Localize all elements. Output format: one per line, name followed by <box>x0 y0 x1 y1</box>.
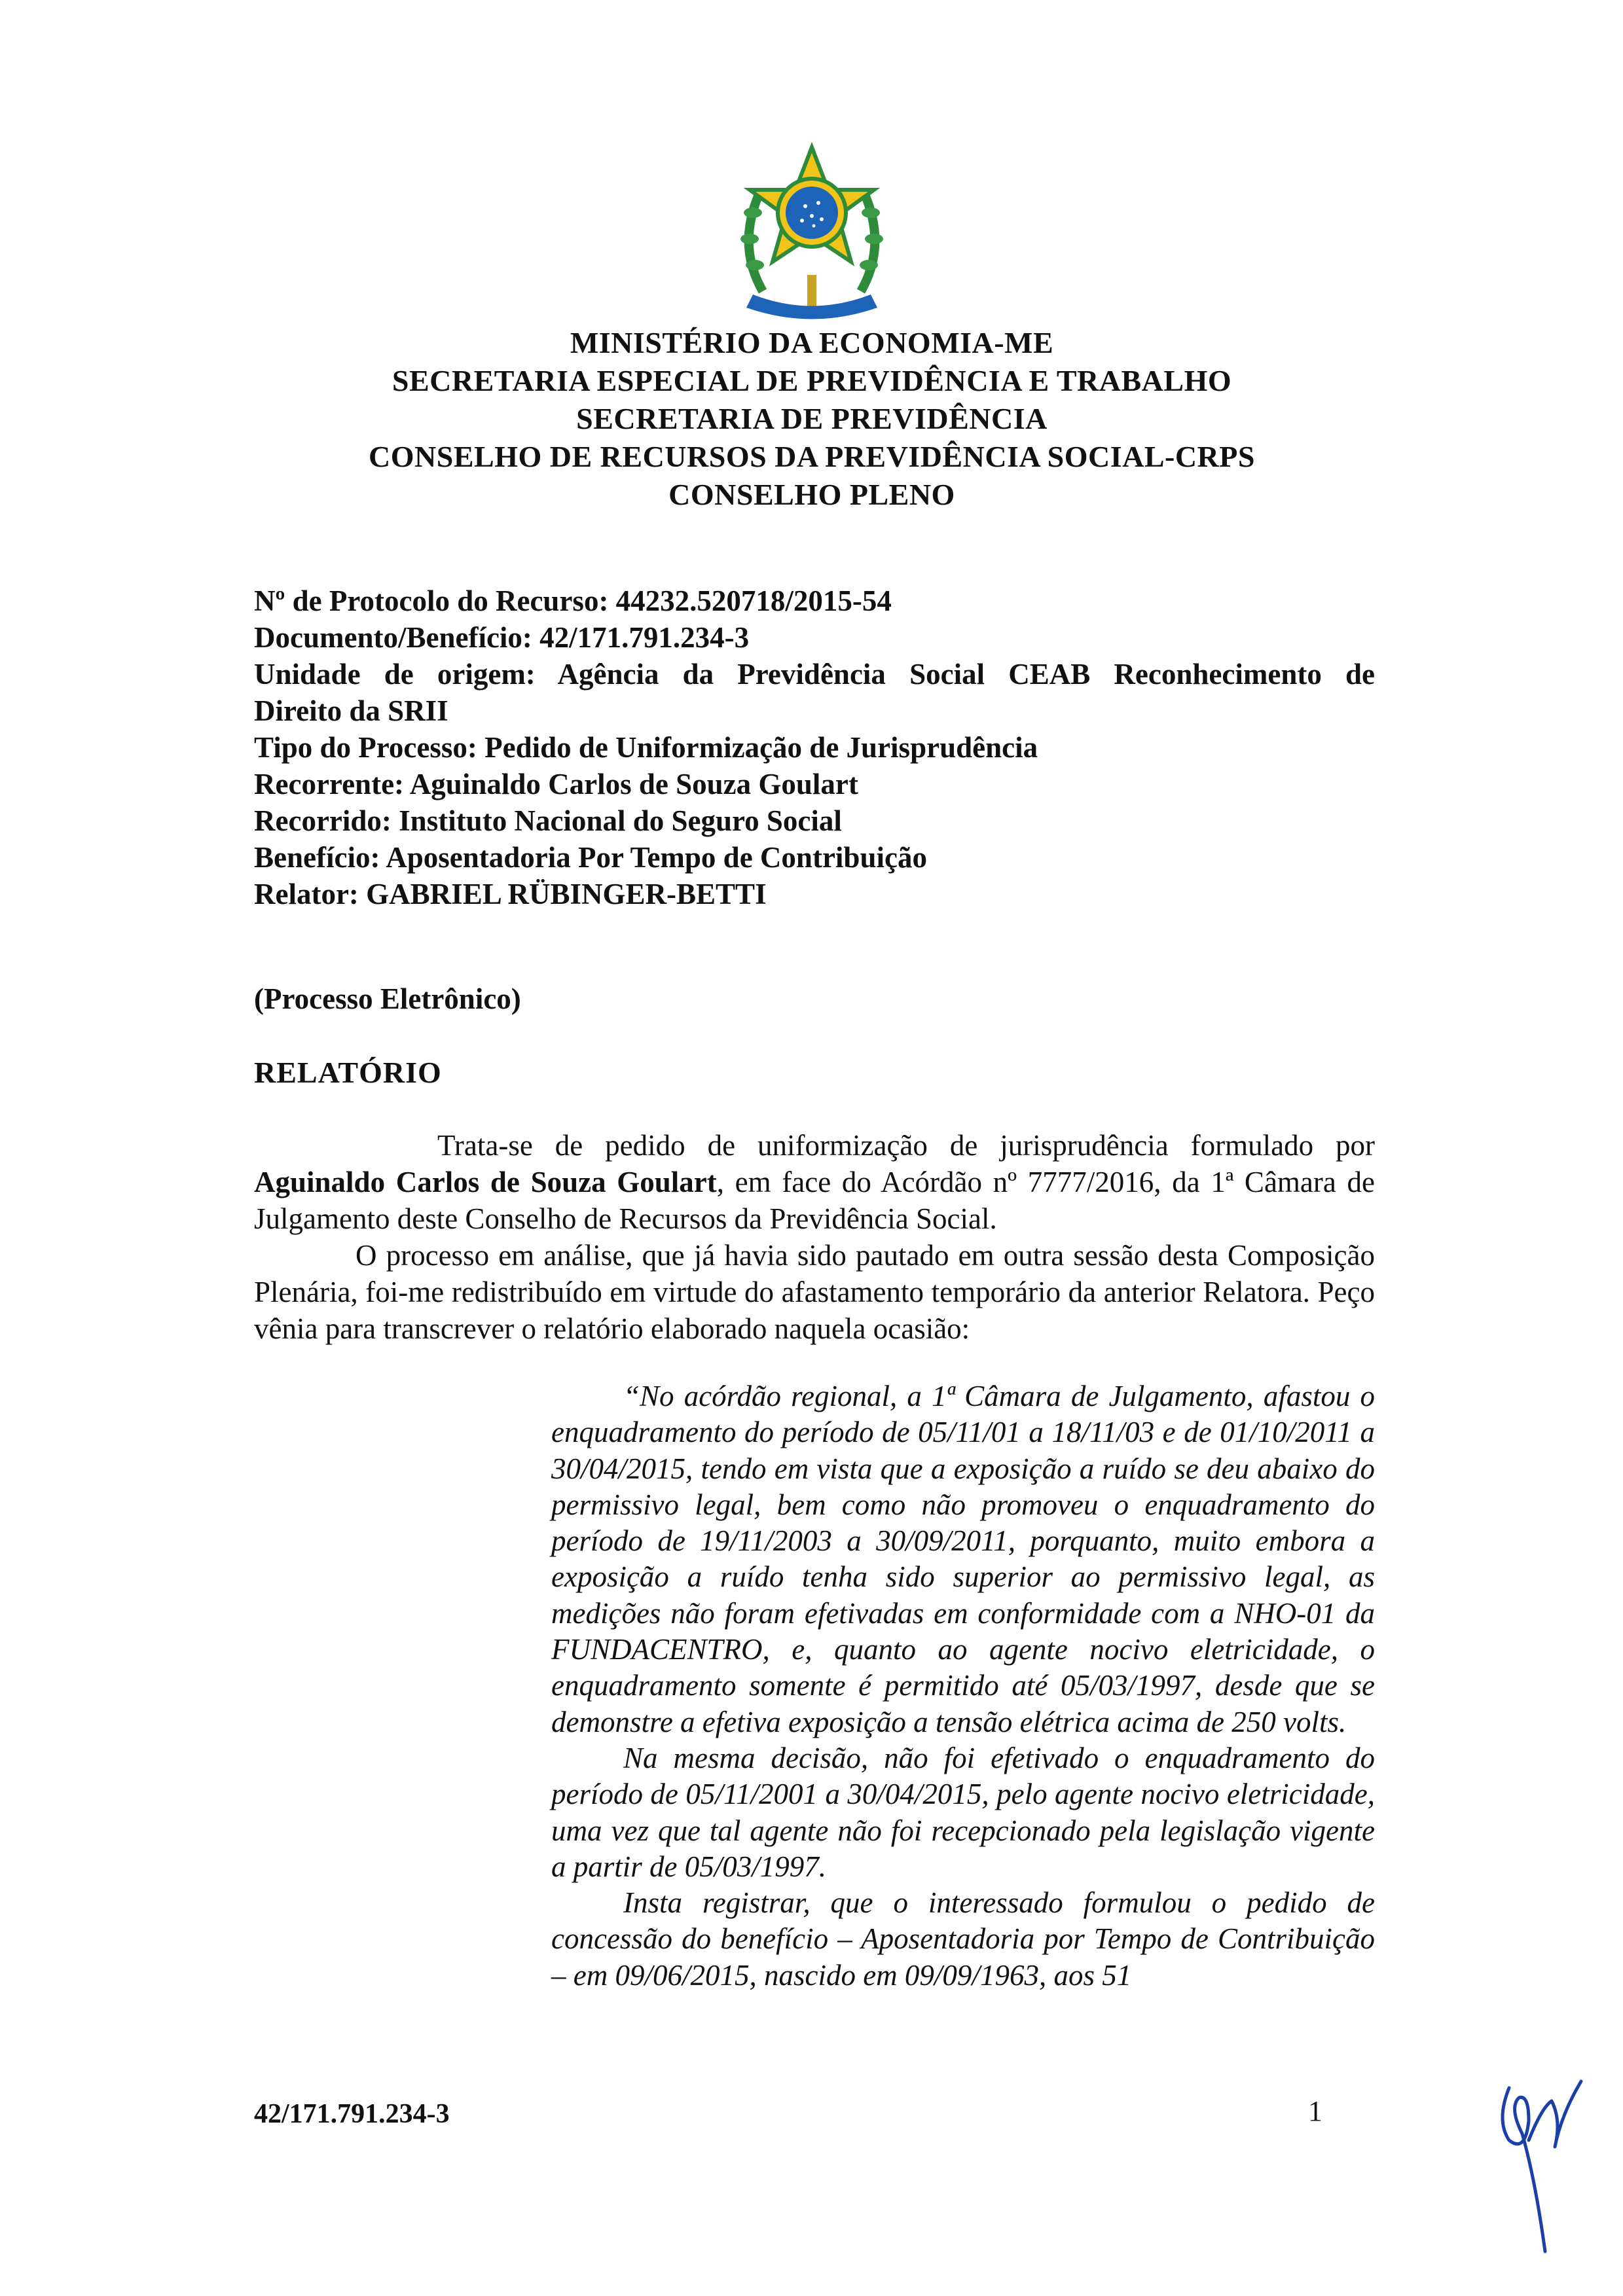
benefit-type: Benefício: Aposentadoria Por Tempo de Contribuição <box>254 841 927 874</box>
header-ministry: MINISTÉRIO DA ECONOMIA-ME <box>570 326 1054 359</box>
origin-unit-line2: Direito da SRII <box>254 694 448 727</box>
document-header <box>196 324 1427 514</box>
process-metadata <box>254 583 1375 912</box>
header-secretaria-especial: SECRETARIA ESPECIAL DE PREVIDÊNCIA E TRABALHO <box>392 364 1232 397</box>
page-number: 1 <box>1308 2095 1322 2127</box>
report-body <box>254 1127 1375 1347</box>
section-title: RELATÓRIO <box>254 1056 442 1089</box>
process-type: Tipo do Processo: Pedido de Uniformização de Jurisprudência <box>254 731 1038 764</box>
quote-paragraph-2: Na mesma decisão, não foi efetivado o enquadramento do período de 05/11/2001 a 30/04/2015, pelo agente nocivo eletricidade, uma vez que tal agente não foi recepcionado pela legislação vigente a partir de 05/03/1997. <box>551 1741 1375 1883</box>
quote-paragraph-1: “No acórdão regional, a 1ª Câmara de Julgamento, afastou o enquadramento do período de 05/11/01 a 18/11/03 e de 01/10/2011 a 30/04/2015, tendo em vista que a exposição a ruído se deu abaixo do permissivo legal, bem como não promoveu o enquadramento do período de 19/11/2003 a 30/09/2011, porquanto, muito embora a exposição a ruído tenha sido superior ao permissivo legal, as medições não foram efetivadas em conformidade com a NHO-01 da FUNDACENTRO, e, quanto ao agente nocivo eletricidade, o enquadramento somente é permitido até 05/03/1997, desde que se demonstre a efetiva exposição a tensão elétrica acima de 250 volts. <box>551 1380 1375 1738</box>
appellant-name: Aguinaldo Carlos de Souza Goulart <box>254 1166 717 1198</box>
header-conselho: CONSELHO DE RECURSOS DA PREVIDÊNCIA SOCIAL-CRPS <box>369 440 1255 473</box>
electronic-process-label: (Processo Eletrônico) <box>254 982 521 1015</box>
rapporteur: Relator: GABRIEL RÜBINGER-BETTI <box>254 878 767 910</box>
document-benefit: Documento/Benefício: 42/171.791.234-3 <box>254 621 750 654</box>
brazil-coat-of-arms-icon <box>723 141 900 324</box>
appellee: Recorrido: Instituto Nacional do Seguro Social <box>254 804 842 837</box>
body-paragraph-1-text-a: Trata-se de pedido de uniformização de jurisprudência formulado por <box>437 1129 1375 1162</box>
body-paragraph-2: O processo em análise, que já havia sido pautado em outra sessão desta Composição Plenária, foi-me redistribuído em virtude do afastamento temporário da anterior Relatora. Peço vênia para transcrever o relatório elaborado naquela ocasião: <box>254 1239 1375 1345</box>
protocol-number: Nº de Protocolo do Recurso: 44232.520718/2015-54 <box>254 584 892 617</box>
footer-document-number: 42/171.791.234-3 <box>254 2099 450 2129</box>
header-conselho-pleno: CONSELHO PLENO <box>668 478 955 511</box>
body-paragraph-1 <box>254 1127 1375 1237</box>
appellant: Recorrente: Aguinaldo Carlos de Souza Goulart <box>254 768 858 800</box>
body-paragraph-1-text-b: , em face do Acórdão nº 7777/2016, da 1ª Câmara de Julgamento deste Conselho de Recursos da Previdência Social. <box>254 1166 1375 1235</box>
signature-initials-icon <box>1489 2062 1594 2258</box>
origin-unit-line1: Unidade de origem: Agência da Previdência Social CEAB Reconhecimento de <box>254 658 1375 691</box>
quoted-report <box>551 1378 1375 1994</box>
quote-paragraph-3: Insta registrar, que o interessado formulou o pedido de concessão do benefício – Aposentadoria por Tempo de Contribuição – em 09/06/2015, nascido em 09/09/1963, aos 51 <box>551 1886 1375 1992</box>
header-secretaria: SECRETARIA DE PREVIDÊNCIA <box>576 402 1048 435</box>
